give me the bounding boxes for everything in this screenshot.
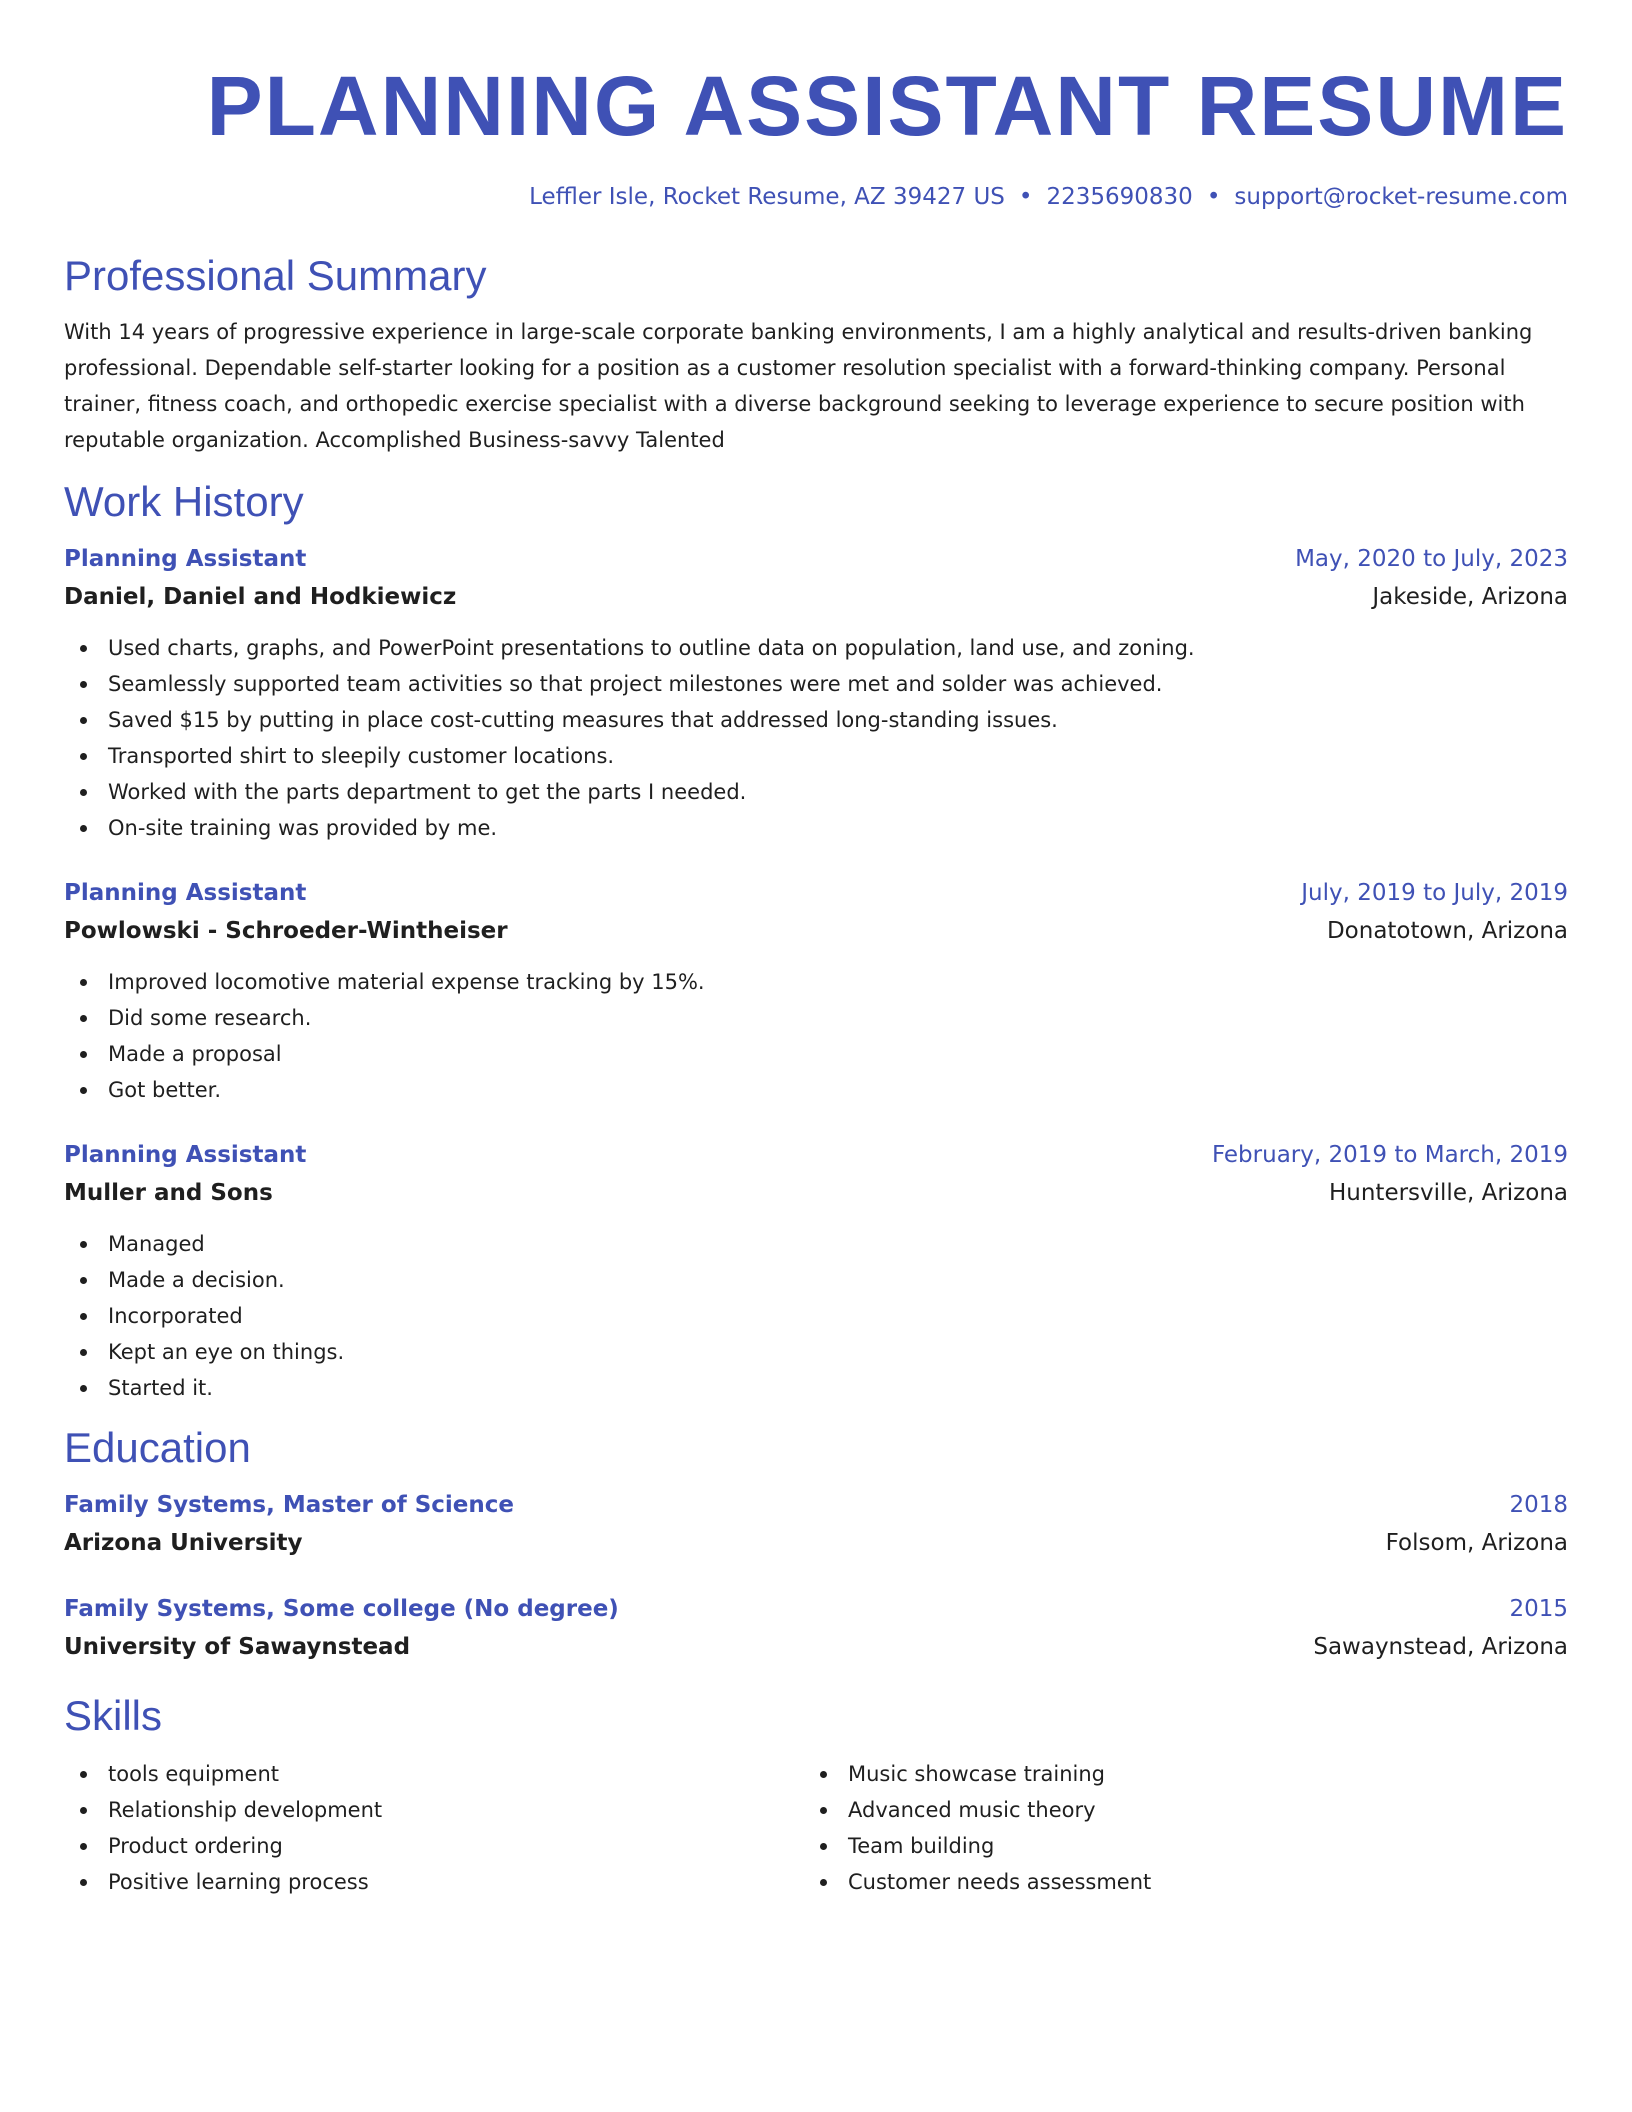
list-item: Saved $15 by putting in place cost-cutting measures that addressed long-standing issues. xyxy=(64,702,1568,738)
list-item: Used charts, graphs, and PowerPoint presentations to outline data on population, land use, and zoning. xyxy=(64,630,1568,666)
education-entry xyxy=(64,1486,1568,1562)
list-item: Kept an eye on things. xyxy=(64,1334,1568,1370)
job-dates: July, 2019 to July, 2019 xyxy=(1301,880,1568,906)
resume-header xyxy=(64,60,1568,212)
school-location: Sawaynstead, Arizona xyxy=(1313,1634,1568,1660)
job-entry xyxy=(64,540,1568,846)
degree-year: 2018 xyxy=(1509,1492,1568,1518)
job-title: Planning Assistant xyxy=(64,1142,307,1168)
list-item: Improved locomotive material expense tracking by 15%. xyxy=(64,964,1568,1000)
list-item: Got better. xyxy=(64,1072,1568,1108)
contact-separator: • xyxy=(1206,184,1221,210)
job-dates: February, 2019 to March, 2019 xyxy=(1211,1142,1568,1168)
list-item: On-site training was provided by me. xyxy=(64,810,1568,846)
contact-address: Leffler Isle, Rocket Resume, AZ 39427 US xyxy=(529,184,1005,210)
skill-item: Team building xyxy=(804,1828,1544,1864)
list-item: Transported shirt to sleepily customer locations. xyxy=(64,738,1568,774)
skills-column-right xyxy=(804,1756,1544,1900)
summary-heading: Professional Summary xyxy=(64,252,487,299)
skill-item: Customer needs assessment xyxy=(804,1864,1544,1900)
job-location: Jakeside, Arizona xyxy=(1372,584,1568,610)
work-history-heading: Work History xyxy=(64,478,304,525)
skills-section xyxy=(64,1692,1568,1900)
skills-heading: Skills xyxy=(64,1692,163,1739)
contact-separator: • xyxy=(1018,184,1033,210)
resume-title: PLANNING ASSISTANT RESUME xyxy=(206,59,1568,153)
job-title: Planning Assistant xyxy=(64,880,307,906)
degree-title: Family Systems, Master of Science xyxy=(64,1492,515,1518)
contact-email: support@rocket-resume.com xyxy=(1234,184,1568,210)
job-bullets xyxy=(64,630,1568,846)
job-entry xyxy=(64,1136,1568,1406)
education-heading: Education xyxy=(64,1424,251,1471)
degree-year: 2015 xyxy=(1509,1596,1568,1622)
job-dates: May, 2020 to July, 2023 xyxy=(1295,546,1568,572)
list-item: Seamlessly supported team activities so that project milestones were met and solder was achieved. xyxy=(64,666,1568,702)
school-location: Folsom, Arizona xyxy=(1385,1530,1568,1556)
job-company: Muller and Sons xyxy=(64,1180,273,1206)
skill-item: Advanced music theory xyxy=(804,1792,1544,1828)
job-location: Huntersville, Arizona xyxy=(1328,1180,1568,1206)
skill-item: Music showcase training xyxy=(804,1756,1544,1792)
job-bullets xyxy=(64,964,1568,1108)
job-location: Donatotown, Arizona xyxy=(1326,918,1568,944)
work-history-section xyxy=(64,478,1568,1406)
list-item: Incorporated xyxy=(64,1298,1568,1334)
list-item: Made a proposal xyxy=(64,1036,1568,1072)
school-name: University of Sawaynstead xyxy=(64,1634,411,1660)
summary-text: With 14 years of progressive experience in large-scale corporate banking environments, I am a highly analytical and results-driven banking professional. Dependable self-starter looking for a position as a customer resolution specialist with a forward-thinking company. Personal trainer, fitness coach, and orthopedic exercise specialist with a diverse background seeking to leverage experience to secure position with reputable organization. Accomplished Business-savvy Talented xyxy=(64,320,1533,452)
job-entry xyxy=(64,874,1568,1108)
list-item: Managed xyxy=(64,1226,1568,1262)
skills-column-left xyxy=(64,1756,804,1900)
list-item: Made a decision. xyxy=(64,1262,1568,1298)
skill-item: tools equipment xyxy=(64,1756,804,1792)
school-name: Arizona University xyxy=(64,1530,303,1556)
contact-phone: 2235690830 xyxy=(1046,184,1193,210)
job-company: Powlowski - Schroeder-Wintheiser xyxy=(64,918,508,944)
job-title: Planning Assistant xyxy=(64,546,307,572)
education-section xyxy=(64,1424,1568,1666)
skill-item: Relationship development xyxy=(64,1792,804,1828)
job-company: Daniel, Daniel and Hodkiewicz xyxy=(64,584,457,610)
degree-title: Family Systems, Some college (No degree) xyxy=(64,1596,619,1622)
list-item: Did some research. xyxy=(64,1000,1568,1036)
education-entry xyxy=(64,1590,1568,1666)
skill-item: Product ordering xyxy=(64,1828,804,1864)
list-item: Worked with the parts department to get the parts I needed. xyxy=(64,774,1568,810)
skill-item: Positive learning process xyxy=(64,1864,804,1900)
list-item: Started it. xyxy=(64,1370,1568,1406)
skills-columns xyxy=(64,1756,1568,1900)
summary-section xyxy=(64,252,1568,458)
contact-line xyxy=(64,182,1568,212)
job-bullets xyxy=(64,1226,1568,1406)
